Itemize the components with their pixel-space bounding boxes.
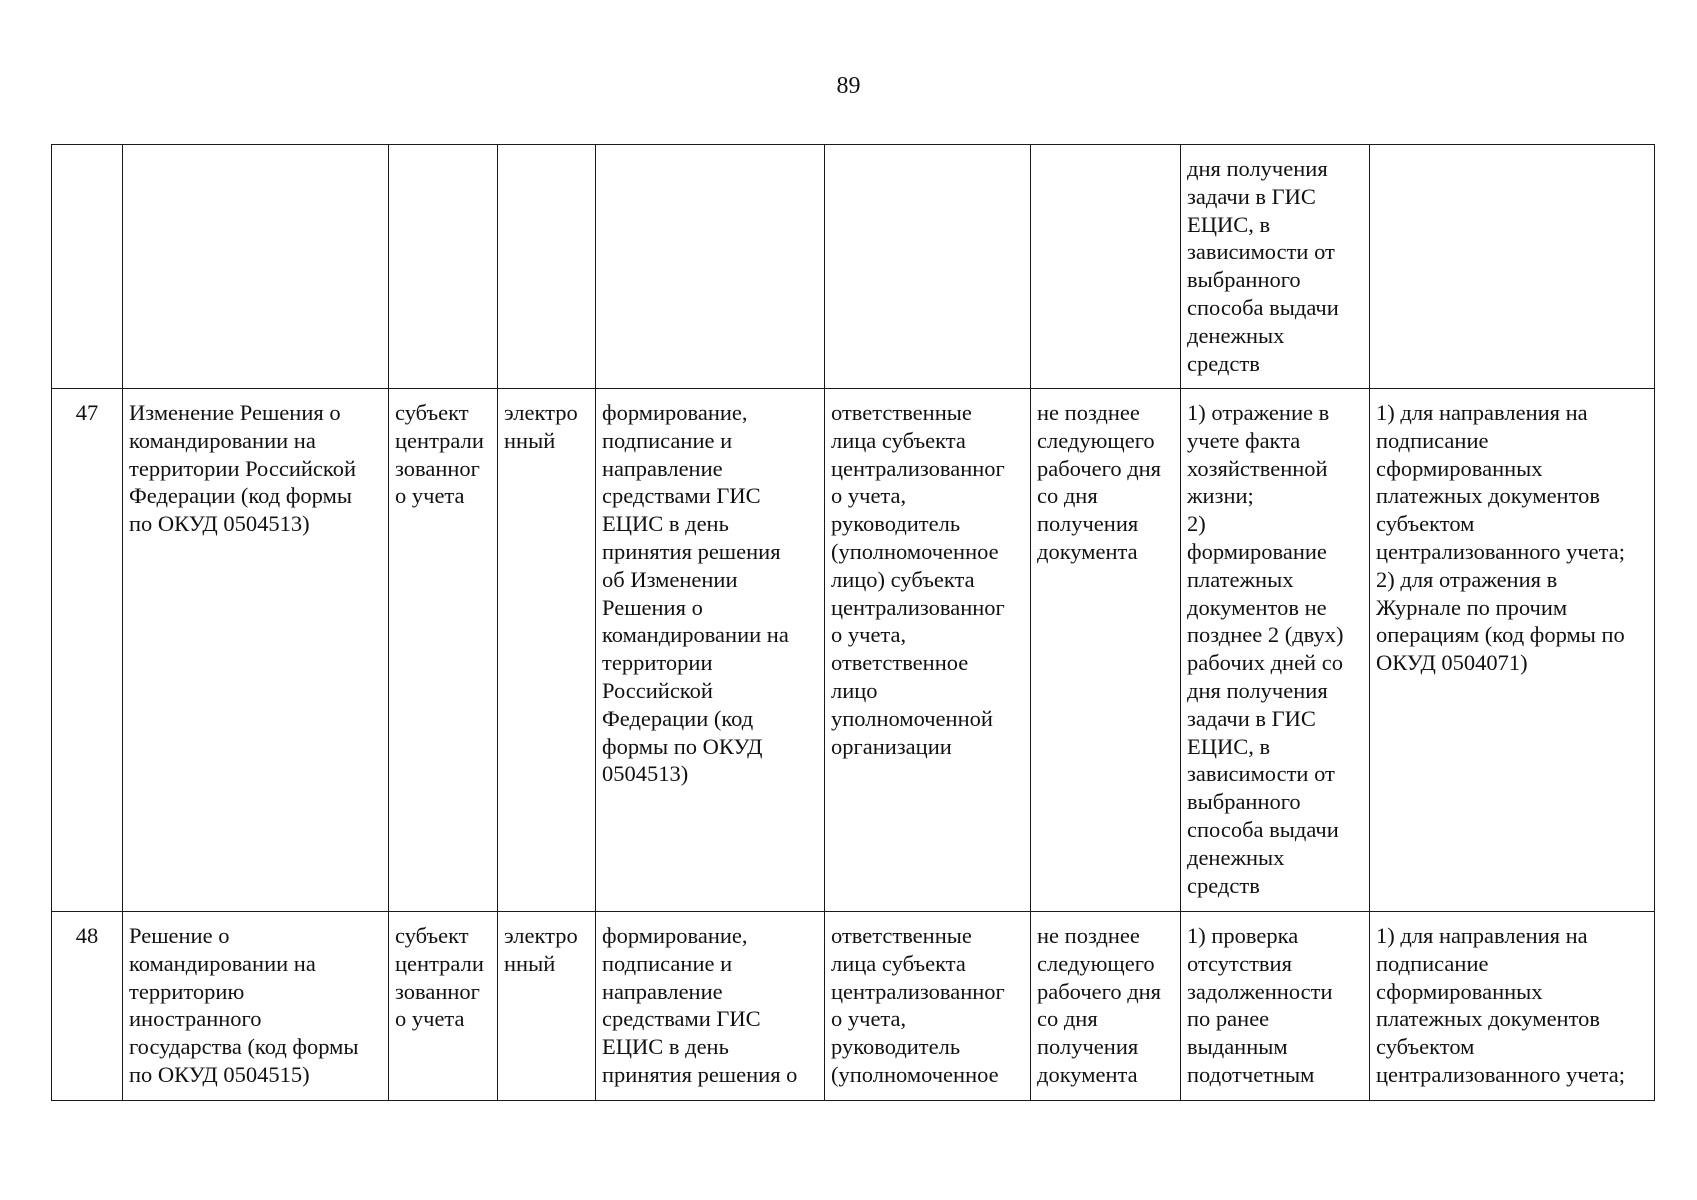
responsible-cell: ответственные лица субъекта централизованног о учета, руководитель (уполномоченное лицо) субъекта централизованног о учета, ответственное лицо уполномоченной организации bbox=[825, 389, 1031, 912]
row-number-cell: 47 bbox=[52, 389, 123, 912]
executor-cell: субъект централи зованног о учета bbox=[389, 912, 498, 1101]
procedure-cell bbox=[596, 145, 825, 389]
deadline-cell: не позднее следующего рабочего дня со дня получения документа bbox=[1031, 912, 1181, 1101]
row-number-cell: 48 bbox=[52, 912, 123, 1101]
purpose-cell bbox=[1370, 145, 1655, 389]
deadline-cell bbox=[1031, 145, 1181, 389]
table-row bbox=[52, 912, 1655, 1101]
table-row bbox=[52, 145, 1655, 389]
document-table bbox=[51, 144, 1655, 1101]
page-number: 89 bbox=[836, 73, 861, 99]
document-name-cell bbox=[123, 145, 389, 389]
purpose-cell: 1) для направления на подписание сформированных платежных документов субъектом централизованного учета; 2) для отражения в Журнале по прочим операциям (код формы по ОКУД 0504071) bbox=[1370, 389, 1655, 912]
document-name-cell: Решение о командировании на территорию иностранного государства (код формы по ОКУД 0504515) bbox=[123, 912, 389, 1101]
responsible-cell bbox=[825, 145, 1031, 389]
responsible-cell: ответственные лица субъекта централизованног о учета, руководитель (уполномоченное bbox=[825, 912, 1031, 1101]
row-number-cell bbox=[52, 145, 123, 389]
purpose-cell: 1) для направления на подписание сформированных платежных документов субъектом централизованного учета; bbox=[1370, 912, 1655, 1101]
result-cell: 1) проверка отсутствия задолженности по ранее выданным подотчетным bbox=[1181, 912, 1370, 1101]
form-cell: электро нный bbox=[498, 912, 596, 1101]
form-cell: электро нный bbox=[498, 389, 596, 912]
deadline-cell: не позднее следующего рабочего дня со дня получения документа bbox=[1031, 389, 1181, 912]
document-name-cell: Изменение Решения о командировании на территории Российской Федерации (код формы по ОКУД 0504513) bbox=[123, 389, 389, 912]
procedure-cell: формирование, подписание и направление средствами ГИС ЕЦИС в день принятия решения о bbox=[596, 912, 825, 1101]
table-row bbox=[52, 389, 1655, 912]
procedure-cell: формирование, подписание и направление средствами ГИС ЕЦИС в день принятия решения об Изменении Решения о командировании на территории Российской Федерации (код формы по ОКУД 0504513) bbox=[596, 389, 825, 912]
executor-cell bbox=[389, 145, 498, 389]
result-cell: дня получения задачи в ГИС ЕЦИС, в зависимости от выбранного способа выдачи денежных средств bbox=[1181, 145, 1370, 389]
form-cell bbox=[498, 145, 596, 389]
result-cell: 1) отражение в учете факта хозяйственной жизни; 2) формирование платежных документов не позднее 2 (двух) рабочих дней со дня получения задачи в ГИС ЕЦИС, в зависимости от выбранного способа выдачи денежных средств bbox=[1181, 389, 1370, 912]
executor-cell: субъект централи зованног о учета bbox=[389, 389, 498, 912]
